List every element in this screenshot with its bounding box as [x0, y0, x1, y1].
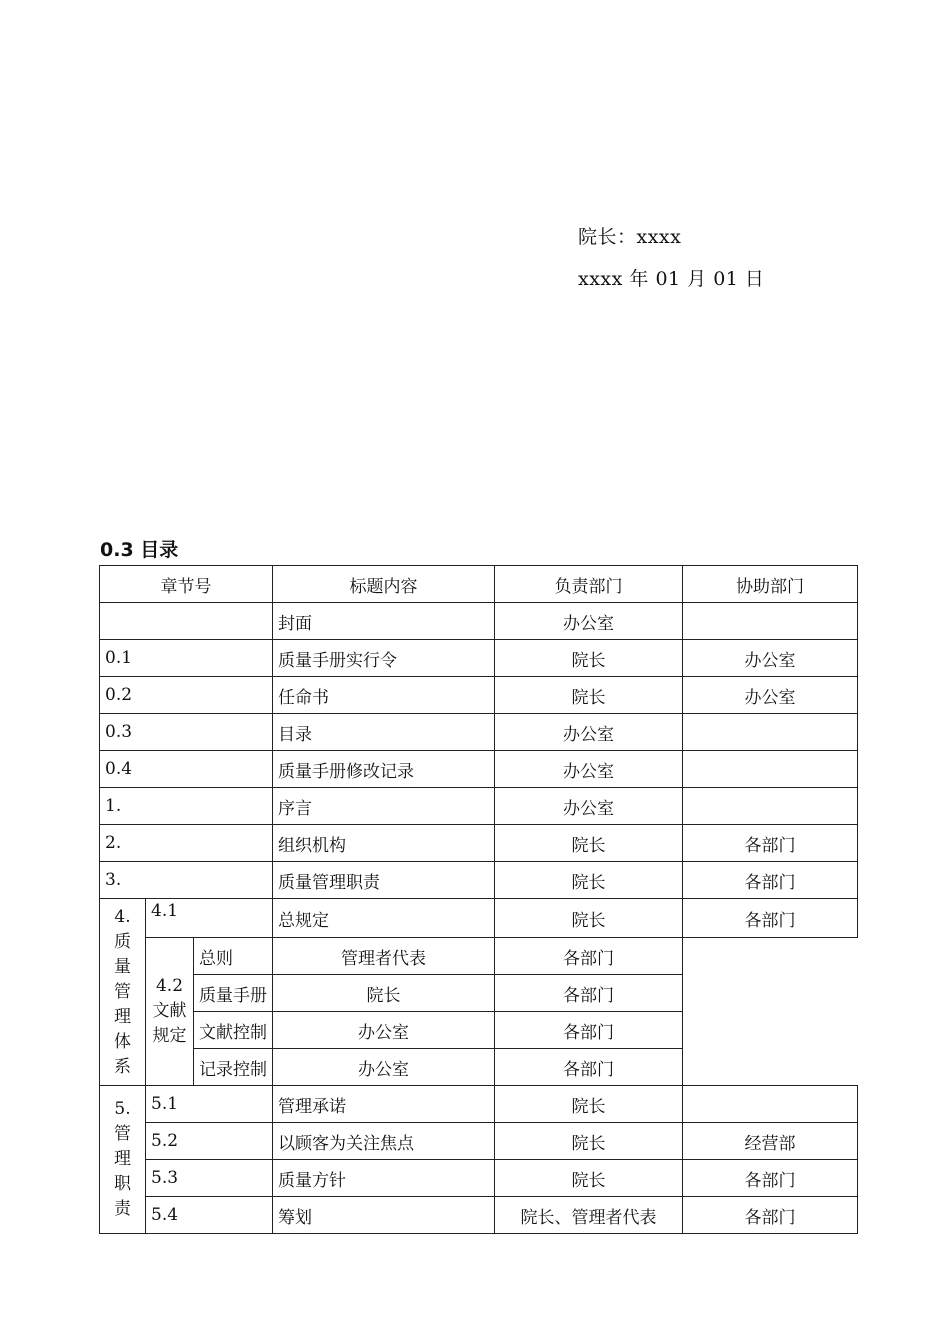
cell-title: 文献控制: [194, 1012, 273, 1049]
signature-date: xxxx 年 01 月 01 日: [578, 268, 765, 290]
header-title: 标题内容: [273, 566, 495, 603]
signature-title: 院长：xxxx: [578, 226, 682, 248]
table-row: [100, 938, 858, 975]
cell-lead: 院长: [495, 899, 683, 938]
cell-lead: 院长、管理者代表: [495, 1197, 683, 1234]
table-row: [100, 640, 858, 677]
cell-title: 目录: [273, 714, 495, 751]
table-row: [100, 1086, 858, 1123]
cell-title: 总规定: [273, 899, 495, 938]
cell-assist: 各部门: [683, 899, 858, 938]
cell-chapter: 0.3: [100, 714, 273, 751]
cell-chapter: 1.: [100, 788, 273, 825]
cell-title: 管理承诺: [273, 1086, 495, 1123]
cell-title: 质量方针: [273, 1160, 495, 1197]
cell-lead: 院长: [495, 1160, 683, 1197]
table-row: [100, 751, 858, 788]
cell-lead: 办公室: [495, 714, 683, 751]
cell-assist: 各部门: [495, 975, 683, 1012]
cell-assist: 各部门: [495, 1049, 683, 1086]
cell-title: 序言: [273, 788, 495, 825]
cell-assist: [683, 1086, 858, 1123]
cell-chapter: 2.: [100, 825, 273, 862]
subgroup-4-2-label: 4.2 文献规定: [146, 938, 194, 1086]
cell-lead: 院长: [495, 640, 683, 677]
cell-lead: 办公室: [495, 788, 683, 825]
cell-chapter: 5.2: [146, 1123, 273, 1160]
header-assist-dept: 协助部门: [683, 566, 858, 603]
header-chapter: 章节号: [100, 566, 273, 603]
header-lead-dept: 负责部门: [495, 566, 683, 603]
cell-lead: 办公室: [495, 603, 683, 640]
cell-title: 筹划: [273, 1197, 495, 1234]
cell-lead: 管理者代表: [273, 938, 495, 975]
table-row: [100, 788, 858, 825]
cell-assist: [683, 714, 858, 751]
cell-lead: 院长: [495, 1086, 683, 1123]
table-row: [100, 825, 858, 862]
cell-chapter: 0.2: [100, 677, 273, 714]
section-heading: 0.3 目录: [100, 539, 179, 561]
table-row: [100, 1123, 858, 1160]
cell-lead: 办公室: [495, 751, 683, 788]
cell-title: 封面: [273, 603, 495, 640]
table-row: [100, 975, 858, 1012]
cell-title: 质量手册: [194, 975, 273, 1012]
cell-assist: 办公室: [683, 677, 858, 714]
cell-chapter: 4.1: [146, 899, 273, 938]
cell-chapter: 3.: [100, 862, 273, 899]
cell-assist: 办公室: [683, 640, 858, 677]
table-row: [100, 1049, 858, 1086]
table-row: [100, 603, 858, 640]
cell-title: 任命书: [273, 677, 495, 714]
cell-title: 质量手册修改记录: [273, 751, 495, 788]
cell-assist: 各部门: [683, 862, 858, 899]
cell-lead: 院长: [495, 825, 683, 862]
table-header-row: [100, 566, 858, 603]
cell-assist: 各部门: [683, 1160, 858, 1197]
cell-assist: 经营部: [683, 1123, 858, 1160]
table-row: [100, 1160, 858, 1197]
table-row: [100, 862, 858, 899]
cell-chapter: 0.4: [100, 751, 273, 788]
cell-lead: 院长: [495, 677, 683, 714]
cell-chapter: 0.1: [100, 640, 273, 677]
table-row: [100, 677, 858, 714]
cell-title: 组织机构: [273, 825, 495, 862]
cell-chapter: 5.1: [146, 1086, 273, 1123]
cell-assist: 各部门: [683, 1197, 858, 1234]
toc-table: [99, 565, 858, 1234]
cell-title: 质量手册实行令: [273, 640, 495, 677]
cell-assist: [683, 788, 858, 825]
cell-chapter: 5.4: [146, 1197, 273, 1234]
group-5-label: 5.管理职责: [100, 1086, 146, 1234]
cell-lead: 办公室: [273, 1012, 495, 1049]
cell-assist: [683, 603, 858, 640]
table-row: [100, 714, 858, 751]
cell-assist: [683, 751, 858, 788]
cell-assist: 各部门: [495, 938, 683, 975]
cell-title: 总则: [194, 938, 273, 975]
cell-lead: 院长: [495, 1123, 683, 1160]
cell-title: 记录控制: [194, 1049, 273, 1086]
table-row: [100, 1197, 858, 1234]
table-row: [100, 899, 858, 938]
cell-title: 以顾客为关注焦点: [273, 1123, 495, 1160]
table-row: [100, 1012, 858, 1049]
cell-chapter: [100, 603, 273, 640]
cell-lead: 院长: [273, 975, 495, 1012]
cell-title: 质量管理职责: [273, 862, 495, 899]
cell-chapter: 5.3: [146, 1160, 273, 1197]
group-4-label: 4.质量管理体系: [100, 899, 146, 1086]
cell-lead: 院长: [495, 862, 683, 899]
cell-assist: 各部门: [683, 825, 858, 862]
cell-lead: 办公室: [273, 1049, 495, 1086]
cell-assist: 各部门: [495, 1012, 683, 1049]
